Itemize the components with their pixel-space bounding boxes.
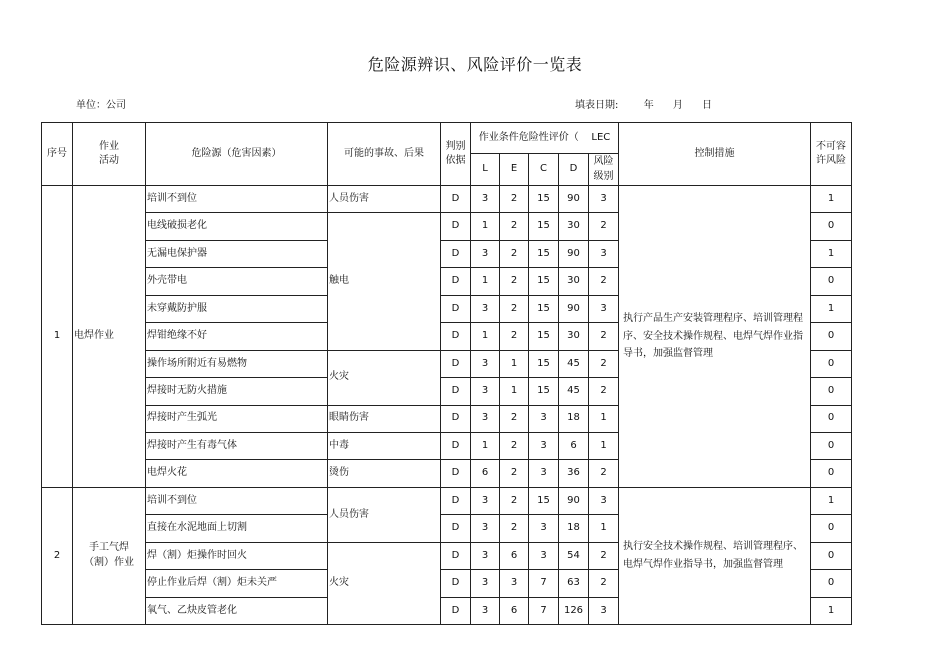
consequence-cell: 触电 — [328, 213, 441, 350]
D-cell: 30 — [559, 268, 589, 295]
hazard-cell: 焊接时产生有毒气体 — [146, 432, 328, 459]
hazard-cell: 未穿戴防护服 — [146, 295, 328, 322]
C-cell: 15 — [529, 213, 559, 240]
C-cell: 15 — [529, 487, 559, 514]
D-cell: 45 — [559, 378, 589, 405]
hazard-cell: 外壳带电 — [146, 268, 328, 295]
level-cell: 2 — [589, 570, 619, 597]
C-cell: 15 — [529, 350, 559, 377]
hazard-cell: 停止作业后焊（割）炬未关严 — [146, 570, 328, 597]
hazard-cell: 焊接时产生弧光 — [146, 405, 328, 432]
basis-cell: D — [441, 350, 471, 377]
unacceptable-cell: 0 — [811, 213, 852, 240]
L-cell: 1 — [471, 323, 500, 350]
basis-cell: D — [441, 323, 471, 350]
level-cell: 3 — [589, 597, 619, 624]
L-cell: 3 — [471, 350, 500, 377]
level-cell: 2 — [589, 350, 619, 377]
header-level: 风险 级别 — [589, 154, 619, 186]
basis-cell: D — [441, 186, 471, 213]
D-cell: 18 — [559, 515, 589, 542]
level-cell: 3 — [589, 295, 619, 322]
basis-cell: D — [441, 378, 471, 405]
unacceptable-cell: 0 — [811, 405, 852, 432]
E-cell: 2 — [500, 515, 529, 542]
basis-cell: D — [441, 240, 471, 267]
hazard-cell: 焊钳绝缘不好 — [146, 323, 328, 350]
D-cell: 45 — [559, 350, 589, 377]
level-cell: 2 — [589, 542, 619, 569]
E-cell: 2 — [500, 186, 529, 213]
level-cell: 1 — [589, 405, 619, 432]
consequence-cell: 眼睛伤害 — [328, 405, 441, 432]
unacceptable-cell: 1 — [811, 186, 852, 213]
hazard-cell: 培训不到位 — [146, 487, 328, 514]
D-cell: 6 — [559, 432, 589, 459]
level-cell: 1 — [589, 432, 619, 459]
L-cell: 3 — [471, 515, 500, 542]
C-cell: 7 — [529, 570, 559, 597]
C-cell: 3 — [529, 542, 559, 569]
C-cell: 15 — [529, 323, 559, 350]
E-cell: 2 — [500, 405, 529, 432]
D-cell: 90 — [559, 240, 589, 267]
basis-cell: D — [441, 487, 471, 514]
control-measures-cell: 执行安全技术操作规程、培训管理程序、电焊气焊作业指导书，加强监督管理 — [619, 487, 811, 624]
level-cell: 2 — [589, 268, 619, 295]
D-cell: 36 — [559, 460, 589, 487]
header-seq: 序号 — [42, 123, 73, 186]
control-measures-cell: 执行产品生产安装管理程序、培训管理程序、安全技术操作规程、电焊气焊作业指导书，加强监督管理 — [619, 186, 811, 488]
unit-label: 单位：公司 — [76, 100, 126, 111]
D-cell: 63 — [559, 570, 589, 597]
page-title: 危险源辨识、风险评价一览表 — [367, 55, 583, 74]
group-seq: 2 — [42, 487, 73, 624]
header-lec: 作业条件危险性评价（ LEC — [471, 123, 619, 154]
table-body — [42, 186, 852, 625]
E-cell: 6 — [500, 542, 529, 569]
E-cell: 2 — [500, 323, 529, 350]
D-cell: 18 — [559, 405, 589, 432]
header-control: 控制措施 — [619, 123, 811, 186]
header-basis: 判别 依据 — [441, 123, 471, 186]
C-cell: 15 — [529, 378, 559, 405]
header-E: E — [500, 154, 529, 186]
unacceptable-cell: 1 — [811, 295, 852, 322]
basis-cell: D — [441, 460, 471, 487]
basis-cell: D — [441, 432, 471, 459]
E-cell: 1 — [500, 350, 529, 377]
unacceptable-cell: 0 — [811, 542, 852, 569]
E-cell: 2 — [500, 460, 529, 487]
consequence-cell: 人员伤害 — [328, 487, 441, 542]
group-activity: 手工气焊 （割）作业 — [73, 487, 146, 624]
level-cell: 3 — [589, 240, 619, 267]
D-cell: 126 — [559, 597, 589, 624]
unacceptable-cell: 0 — [811, 268, 852, 295]
basis-cell: D — [441, 542, 471, 569]
unacceptable-cell: 0 — [811, 570, 852, 597]
L-cell: 3 — [471, 378, 500, 405]
L-cell: 3 — [471, 405, 500, 432]
L-cell: 3 — [471, 570, 500, 597]
E-cell: 2 — [500, 240, 529, 267]
L-cell: 3 — [471, 542, 500, 569]
table-row — [42, 186, 852, 213]
D-cell: 54 — [559, 542, 589, 569]
consequence-cell: 中毒 — [328, 432, 441, 459]
unacceptable-cell: 0 — [811, 378, 852, 405]
E-cell: 2 — [500, 487, 529, 514]
level-cell: 2 — [589, 460, 619, 487]
unacceptable-cell: 0 — [811, 432, 852, 459]
basis-cell: D — [441, 570, 471, 597]
L-cell: 1 — [471, 432, 500, 459]
unacceptable-cell: 1 — [811, 597, 852, 624]
basis-cell: D — [441, 405, 471, 432]
hazard-cell: 电焊火花 — [146, 460, 328, 487]
L-cell: 3 — [471, 597, 500, 624]
unacceptable-cell: 1 — [811, 240, 852, 267]
C-cell: 15 — [529, 268, 559, 295]
header-unacceptable: 不可容 许风险 — [811, 123, 852, 186]
D-cell: 90 — [559, 487, 589, 514]
level-cell: 1 — [589, 515, 619, 542]
C-cell: 15 — [529, 295, 559, 322]
C-cell: 7 — [529, 597, 559, 624]
E-cell: 3 — [500, 570, 529, 597]
consequence-cell: 火灾 — [328, 350, 441, 405]
C-cell: 3 — [529, 432, 559, 459]
L-cell: 3 — [471, 186, 500, 213]
L-cell: 1 — [471, 268, 500, 295]
consequence-cell: 烫伤 — [328, 460, 441, 487]
unacceptable-cell: 0 — [811, 323, 852, 350]
E-cell: 6 — [500, 597, 529, 624]
D-cell: 90 — [559, 186, 589, 213]
hazard-cell: 焊接时无防火措施 — [146, 378, 328, 405]
E-cell: 1 — [500, 378, 529, 405]
D-cell: 30 — [559, 323, 589, 350]
unacceptable-cell: 1 — [811, 487, 852, 514]
header-activity: 作业 活动 — [73, 123, 146, 186]
unacceptable-cell: 0 — [811, 515, 852, 542]
E-cell: 2 — [500, 295, 529, 322]
header-hazard: 危险源（危害因素） — [146, 123, 328, 186]
basis-cell: D — [441, 268, 471, 295]
hazard-cell: 氧气、乙炔皮管老化 — [146, 597, 328, 624]
E-cell: 2 — [500, 268, 529, 295]
L-cell: 3 — [471, 295, 500, 322]
hazard-cell: 焊（割）炬操作时回火 — [146, 542, 328, 569]
consequence-cell: 人员伤害 — [328, 186, 441, 213]
D-cell: 30 — [559, 213, 589, 240]
fill-date-label: 填表日期: 年 月 日 — [575, 100, 712, 111]
unacceptable-cell: 0 — [811, 460, 852, 487]
C-cell: 15 — [529, 240, 559, 267]
hazard-cell: 直接在水泥地面上切割 — [146, 515, 328, 542]
L-cell: 3 — [471, 487, 500, 514]
table-row — [42, 487, 852, 514]
hazard-cell: 电线破损老化 — [146, 213, 328, 240]
risk-assessment-table — [41, 122, 852, 625]
basis-cell: D — [441, 295, 471, 322]
L-cell: 1 — [471, 213, 500, 240]
header-L: L — [471, 154, 500, 186]
C-cell: 3 — [529, 460, 559, 487]
group-activity: 电焊作业 — [73, 186, 146, 488]
header-C: C — [529, 154, 559, 186]
L-cell: 6 — [471, 460, 500, 487]
hazard-cell: 培训不到位 — [146, 186, 328, 213]
hazard-cell: 无漏电保护器 — [146, 240, 328, 267]
basis-cell: D — [441, 597, 471, 624]
C-cell: 15 — [529, 186, 559, 213]
level-cell: 3 — [589, 186, 619, 213]
header-consequence: 可能的事故、后果 — [328, 123, 441, 186]
group-seq: 1 — [42, 186, 73, 488]
hazard-cell: 操作场所附近有易燃物 — [146, 350, 328, 377]
D-cell: 90 — [559, 295, 589, 322]
unacceptable-cell: 0 — [811, 350, 852, 377]
E-cell: 2 — [500, 432, 529, 459]
consequence-cell: 火灾 — [328, 542, 441, 624]
level-cell: 2 — [589, 323, 619, 350]
level-cell: 2 — [589, 378, 619, 405]
header-D: D — [559, 154, 589, 186]
level-cell: 3 — [589, 487, 619, 514]
basis-cell: D — [441, 515, 471, 542]
L-cell: 3 — [471, 240, 500, 267]
C-cell: 3 — [529, 515, 559, 542]
C-cell: 3 — [529, 405, 559, 432]
level-cell: 2 — [589, 213, 619, 240]
E-cell: 2 — [500, 213, 529, 240]
basis-cell: D — [441, 213, 471, 240]
